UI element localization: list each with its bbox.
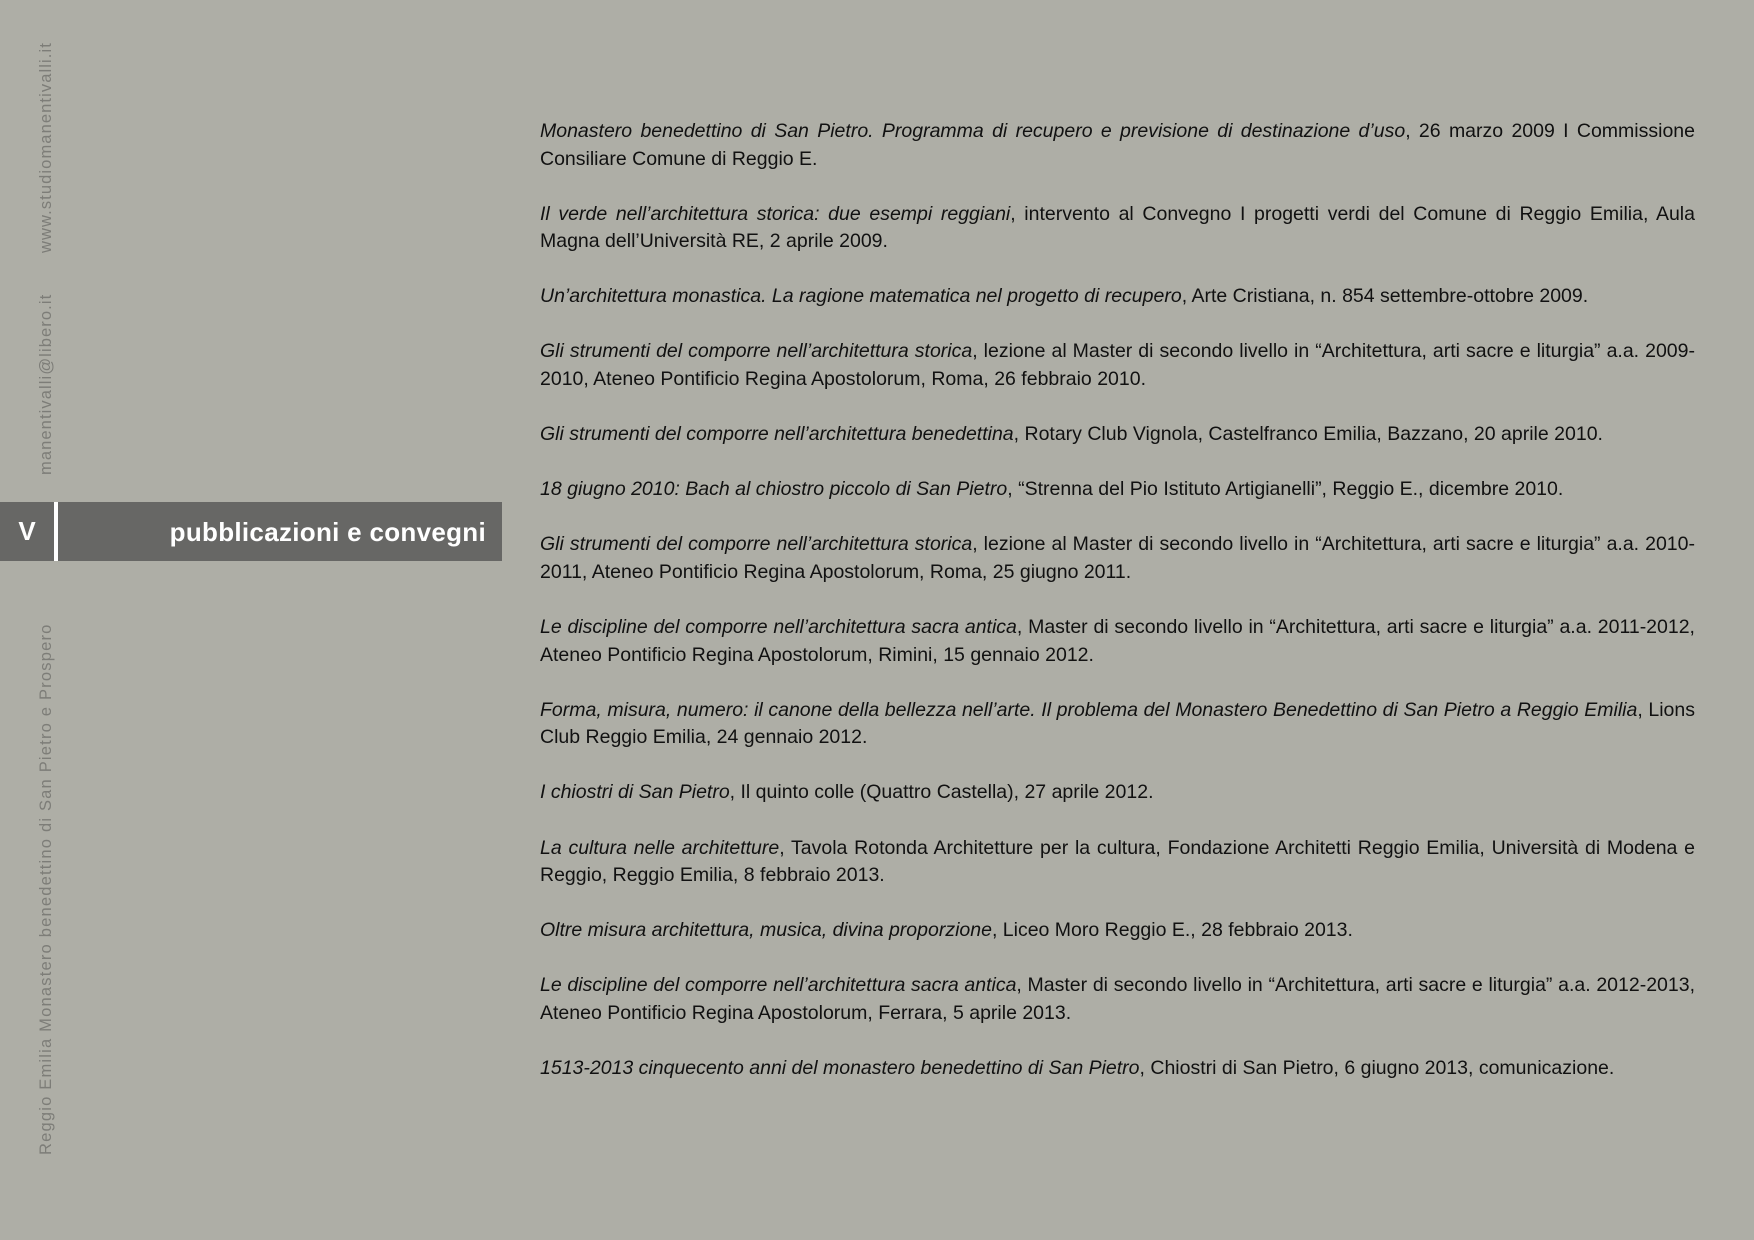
entry-title: Oltre misura architettura, musica, divina proporzione bbox=[540, 919, 992, 942]
project-title: Reggio Emilia Monastero benedettino di San Pietro e Prospero bbox=[37, 623, 55, 1155]
entry-title: I chiostri di San Pietro bbox=[540, 781, 730, 804]
publication-entry bbox=[540, 283, 1695, 311]
email-address: manentivalli@libero.it bbox=[37, 293, 55, 475]
entry-title: Monastero benedettino di San Pietro. Programma di recupero e previsione di destinazione d’uso bbox=[540, 120, 1406, 142]
entry-title: La cultura nelle architetture bbox=[540, 836, 780, 859]
entry-details: , Master di secondo livello in “Architettura, arti sacre e liturgia” a.a. 2011-2012, Ateneo Pontificio Regina Apostolorum, Rimini, 15 gennaio 2012. bbox=[540, 616, 1695, 666]
entry-details: , lezione al Master di secondo livello in “Architettura, arti sacre e liturgia” a.a. 2010-2011, Ateneo Pontificio Regina Apostolorum, Roma, 25 giugno 2011. bbox=[540, 533, 1695, 583]
entry-details: , Master di secondo livello in “Architettura, arti sacre e liturgia” a.a. 2012-2013, Ateneo Pontificio Regina Apostolorum, Ferrara, 5 aprile 2013. bbox=[540, 974, 1695, 1024]
entry-title: 18 giugno 2010: Bach al chiostro piccolo di San Pietro bbox=[540, 478, 1008, 501]
entry-title: Gli strumenti del comporre nell’architettura storica bbox=[540, 340, 973, 363]
entry-details: , “Strenna del Pio Istituto Artigianelli”, Reggio E., dicembre 2010. bbox=[1007, 478, 1564, 501]
entry-title: Forma, misura, numero: il canone della bellezza nell’arte. Il problema del Monastero Benedettino di San Pietro a Reggio Emilia bbox=[540, 698, 1638, 721]
section-divider bbox=[54, 502, 58, 561]
section-numeral: V bbox=[18, 516, 36, 546]
publication-entry bbox=[540, 531, 1695, 586]
publication-entry bbox=[540, 835, 1695, 890]
publication-entry bbox=[540, 972, 1695, 1027]
publication-entry bbox=[540, 697, 1695, 752]
entry-details: , Liceo Moro Reggio E., 28 febbraio 2013. bbox=[991, 919, 1353, 942]
entry-title: Le discipline del comporre nell’architettura sacra antica bbox=[540, 974, 1017, 997]
entry-details: , lezione al Master di secondo livello in “Architettura, arti sacre e liturgia” a.a. 2009-2010, Ateneo Pontificio Regina Apostolorum, Roma, 26 febbraio 2010. bbox=[540, 340, 1695, 391]
publication-entry bbox=[540, 421, 1695, 449]
publication-entry bbox=[540, 779, 1695, 807]
entry-details: , Lions Club Reggio Emilia, 24 gennaio 2012. bbox=[540, 698, 1695, 749]
entry-details: , Il quinto colle (Quattro Castella), 27 aprile 2012. bbox=[729, 781, 1154, 804]
entry-details: , Arte Cristiana, n. 854 settembre-ottobre 2009. bbox=[1181, 285, 1589, 308]
entry-title: Le discipline del comporre nell’architettura sacra antica bbox=[540, 616, 1017, 639]
entry-title: Gli strumenti del comporre nell’architettura benedettina bbox=[540, 423, 1014, 446]
website-url: www.studiomanentivalli.it bbox=[37, 42, 55, 253]
publication-entry bbox=[540, 201, 1695, 256]
entry-details: , Rotary Club Vignola, Castelfranco Emilia, Bazzano, 20 aprile 2010. bbox=[1013, 423, 1603, 446]
publication-entry bbox=[540, 118, 1695, 173]
publication-entry bbox=[540, 614, 1695, 669]
publication-entry bbox=[540, 476, 1695, 504]
entry-details: , 26 marzo 2009 I Commissione Consiliare Comune di Reggio E. bbox=[540, 120, 1695, 170]
publication-entry bbox=[540, 1055, 1695, 1083]
entry-title: Gli strumenti del comporre nell’architettura storica bbox=[540, 533, 973, 556]
section-title: pubblicazioni e convegni bbox=[169, 517, 486, 547]
entry-title: 1513-2013 cinquecento anni del monastero benedettino di San Pietro bbox=[540, 1056, 1140, 1079]
publication-entry bbox=[540, 917, 1695, 945]
entry-details: , Chiostri di San Pietro, 6 giugno 2013, comunicazione. bbox=[1139, 1056, 1615, 1079]
entry-details: , Tavola Rotonda Architetture per la cultura, Fondazione Architetti Reggio Emilia, Università di Modena e Reggio, Reggio Emilia, 8 febbraio 2013. bbox=[540, 836, 1696, 887]
entry-title: Un’architettura monastica. La ragione matematica nel progetto di recupero bbox=[540, 285, 1182, 308]
publication-entry bbox=[540, 338, 1695, 393]
section-header bbox=[0, 502, 502, 561]
entry-details: , intervento al Convegno I progetti verdi del Comune di Reggio Emilia, Aula Magna dell’Università RE, 2 aprile 2009. bbox=[540, 202, 1695, 253]
publication-list bbox=[540, 118, 1695, 1110]
entry-title: Il verde nell’architettura storica: due esempi reggiani bbox=[540, 202, 1011, 225]
